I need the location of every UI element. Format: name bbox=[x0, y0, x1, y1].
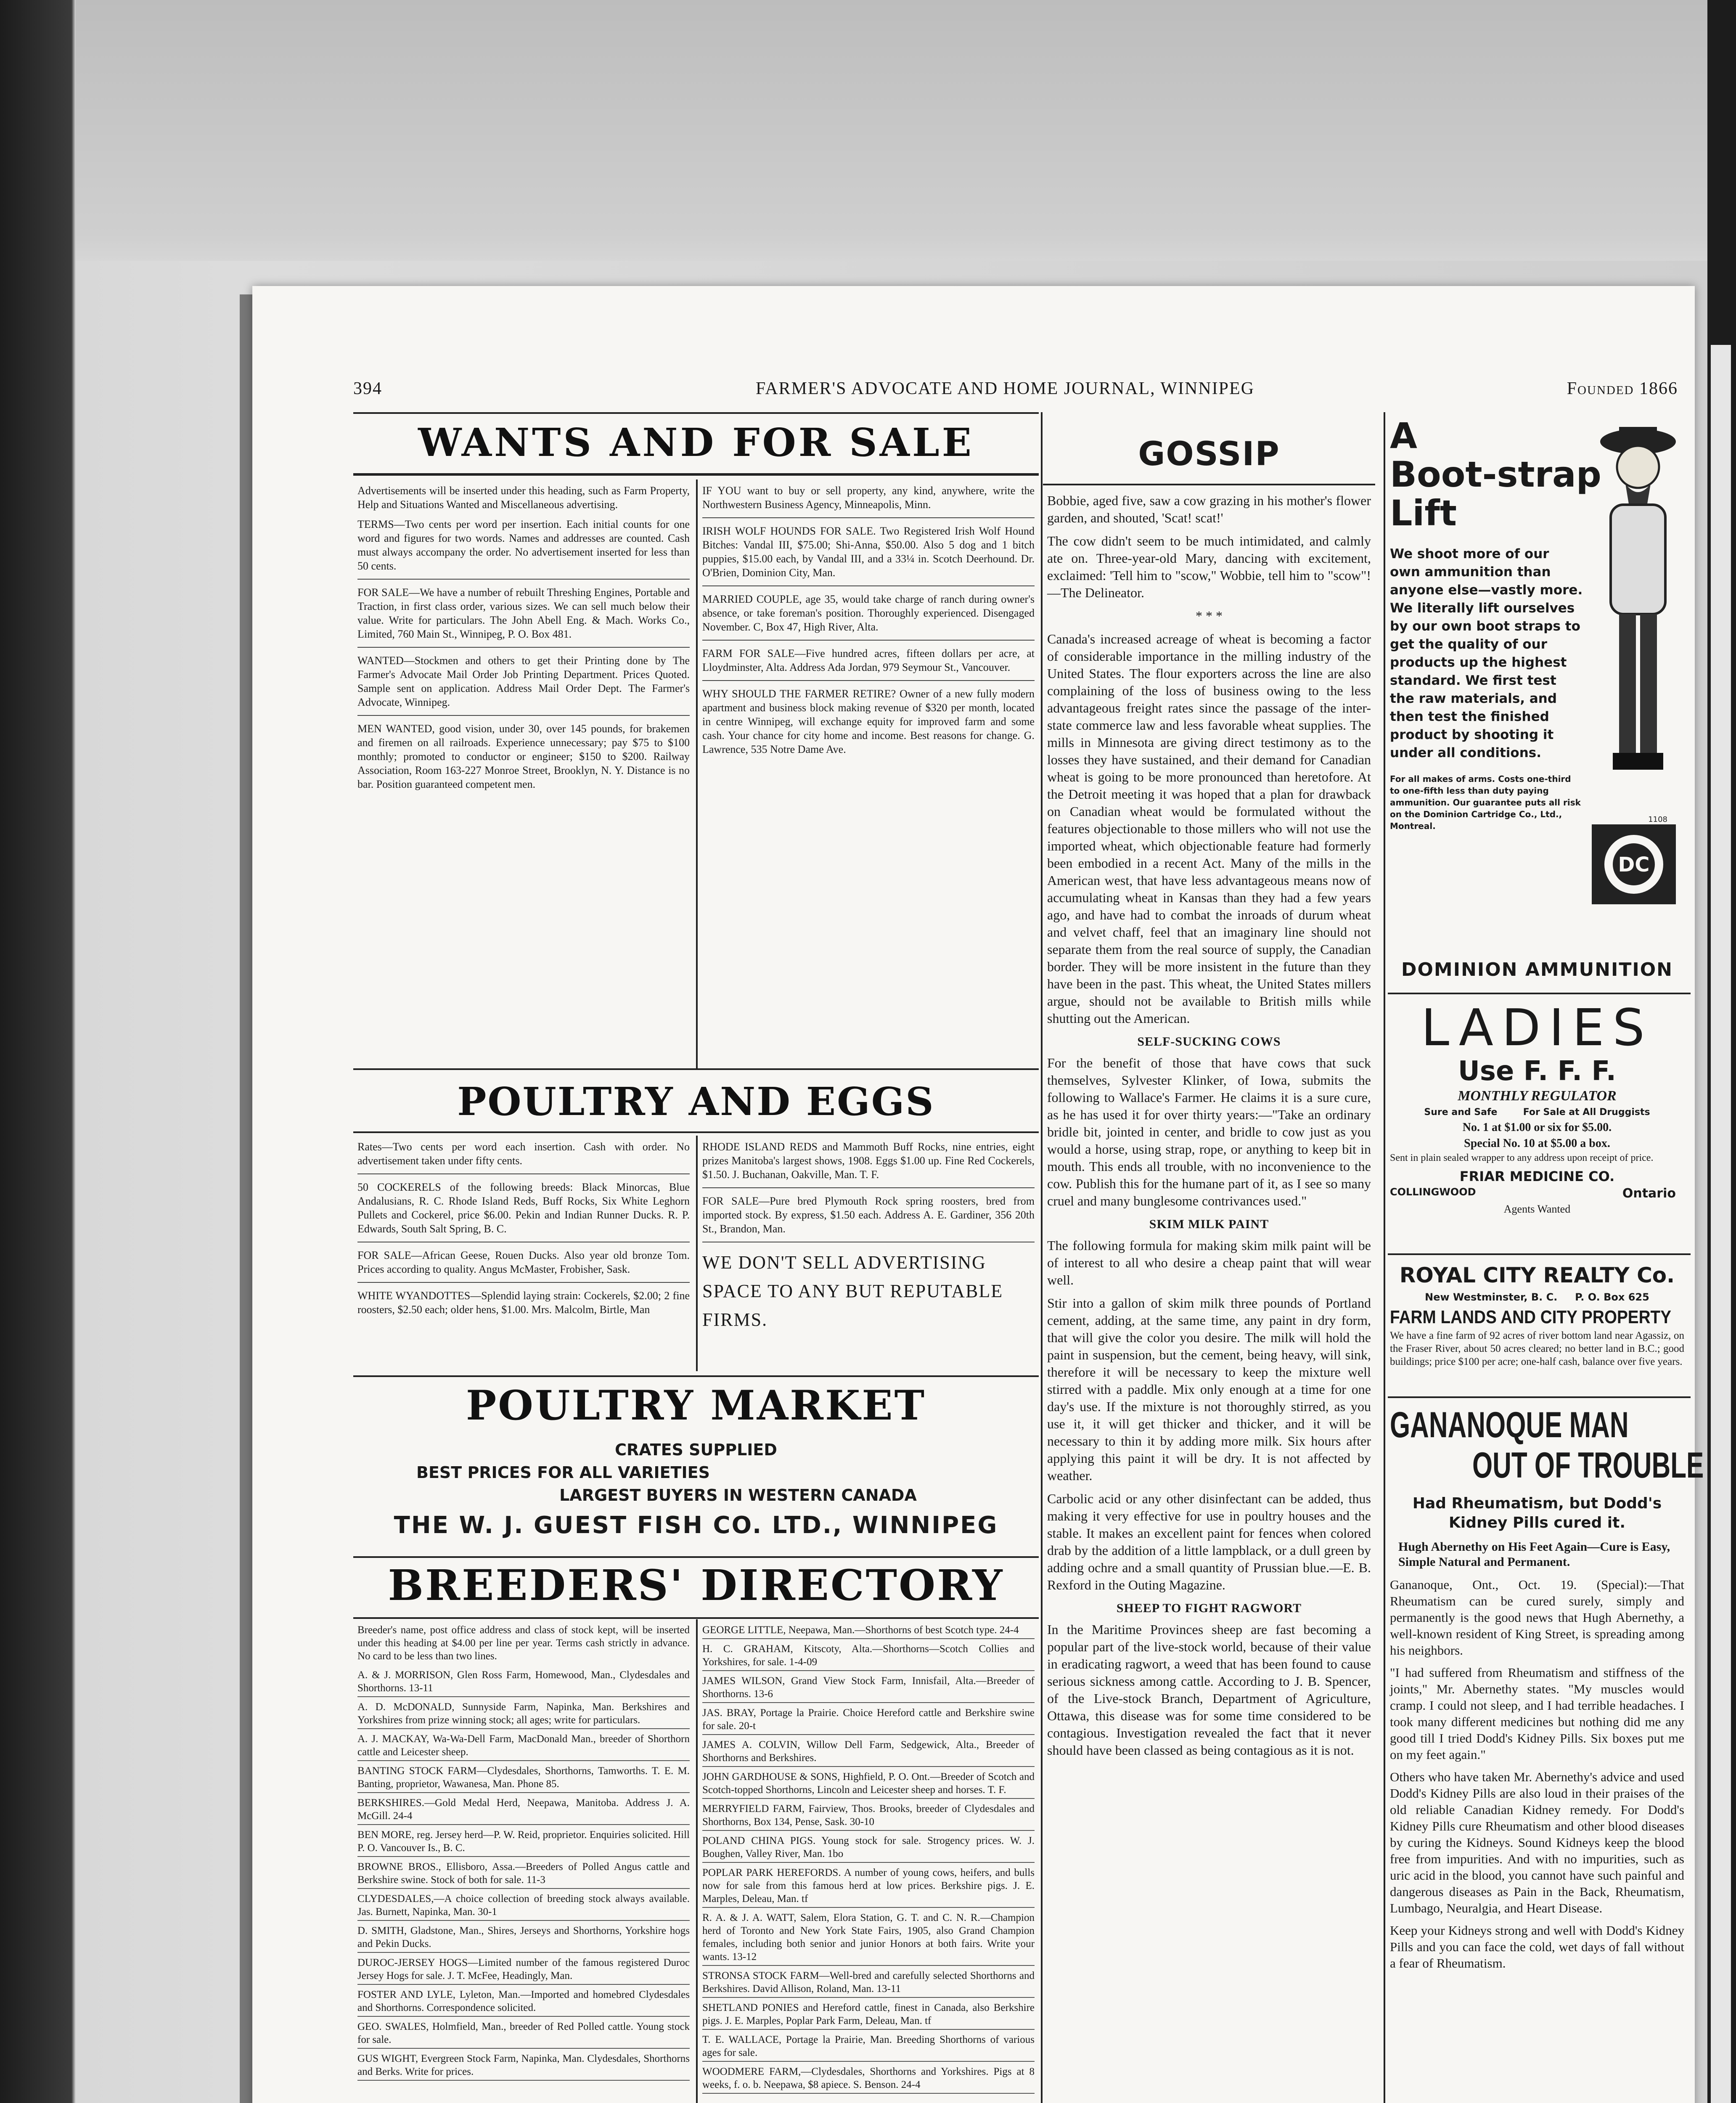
breeder-listing: STRONSA STOCK FARM—Well-bred and carefully selected Shorthorns and Berkshires. David Allison, Roland, Man. 13-11 bbox=[702, 1969, 1035, 1998]
market-line: CRATES SUPPLIED bbox=[615, 1441, 777, 1459]
poultry-ad: WHITE WYANDOTTES—Splendid laying strain: Cockerels, $2.00; 2 fine roosters, $2.50 each; older hens, $1.00. Mrs. Malcolm, Birtle, Man bbox=[357, 1290, 690, 1316]
ladies-ad bbox=[1390, 1001, 1684, 1216]
gossip-paragraph: For the benefit of those that have cows that suck themselves, Sylvester Klinker, of Iowa, submits the following to Wallace's Farmer. He claims it is a sure cure, as he has used it for over thirty years:—"Take an ordinary bridle bit, jointed in center, and bridle to cow just as you would a horse, using strap, rope, or anything to keep bit in mouth. This ends all trouble, with no inconvenience to the cow. Publish this for the humane part of it, as I see so many cruel and many bunglesome contrivances used." bbox=[1047, 1055, 1371, 1208]
breeder-listing: BEN MORE, reg. Jersey herd—P. W. Reid, proprietor. Enquiries solicited. Hill P. O. Vancouver Is., B. C. bbox=[357, 1828, 690, 1857]
breeders-right-column bbox=[702, 1624, 1035, 2097]
breeder-listing: GEORGE LITTLE, Neepawa, Man.—Shorthorns of best Scotch type. 24-4 bbox=[702, 1624, 1035, 1639]
publication-title: FARMER'S ADVOCATE AND HOME JOURNAL, WINNIPEG bbox=[755, 379, 1255, 398]
cartridge-label: DC bbox=[1618, 853, 1650, 877]
wants-right-column bbox=[702, 484, 1035, 762]
breeder-listing: SHETLAND PONIES and Hereford cattle, finest in Canada, also Berkshire pigs. J. E. Marples, Poplar Park Farm, Deleau, Man. tf bbox=[702, 2001, 1035, 2030]
poultry-ad: FOR SALE—Pure bred Plymouth Rock spring roosters, bred from imported stock. By express, $1.50 each. Address A. E. Gardiner, 356 20th St., Brandon, Man. bbox=[702, 1195, 1035, 1235]
friar-town: COLLINGWOOD bbox=[1390, 1186, 1476, 1198]
column-rule bbox=[696, 479, 698, 1068]
rule bbox=[1388, 1253, 1691, 1255]
gananoque-subhead: Had Rheumatism, but Dodd's Kidney Pills cured it. bbox=[1412, 1495, 1662, 1531]
breeder-listing: A. J. MACKAY, Wa-Wa-Dell Farm, MacDonald Man., breeder of Shorthorn cattle and Leicester sheep. bbox=[357, 1732, 690, 1761]
gossip-paragraph: The following formula for making skim milk paint will be of interest to all who desire a cheap paint that will wear well. bbox=[1047, 1238, 1371, 1287]
gossip-paragraph: Carbolic acid or any other disinfectant can be added, thus making it very effective for use in poultry houses and the stable. It makes an excellent paint for fences when colored drab by the addition of a little lampblack, or a dull green by adding ochre and a small quantity of Prussian blue.—E. B. Rexford in the Outing Magazine. bbox=[1047, 1491, 1371, 1592]
breeder-listing: JOHN GARDHOUSE & SONS, Highfield, P. O. Ont.—Breeder of Scotch and Scotch-topped Shorthorns, Lincoln and Leicester sheep and horses. T. F. bbox=[702, 1770, 1035, 1799]
gossip-paragraph: In the Maritime Provinces sheep are fast becoming a popular part of the live-stock world, because of their value in eradicating ragwort, a weed that has been found to cause serious sickness among cattle. According to J. B. Spencer, of the Live-stock Branch, Department of Agriculture, Ottawa, this disease was for some time considered to be contagious. Investigation revealed the fact that it never should have been classed as being contagious as it is not. bbox=[1047, 1622, 1371, 1758]
breeder-listing: FOSTER AND LYLE, Lyleton, Man.—Imported and homebred Clydesdales and Shorthorns. Correspondence solicited. bbox=[357, 1988, 690, 2017]
gossip-column bbox=[1047, 492, 1371, 1765]
breeder-listing: BERKSHIRES.—Gold Medal Herd, Neepawa, Manitoba. Address J. A. McGill. 24-4 bbox=[357, 1796, 690, 1825]
column-rule bbox=[696, 1619, 698, 2103]
poultry-ad: FOR SALE—African Geese, Rouen Ducks. Also year old bronze Tom. Prices according to quality. Angus McMaster, Frobisher, Sask. bbox=[357, 1249, 690, 1275]
wants-ad: IF YOU want to buy or sell property, any kind, anywhere, write the Northwestern Business Agency, Minneapolis, Minn. bbox=[702, 485, 1035, 511]
gossip-heading: SKIM MILK PAINT bbox=[1149, 1217, 1269, 1231]
breeders-left-column bbox=[357, 1624, 690, 2084]
rule bbox=[353, 1131, 1039, 1133]
boot-strap-fine-print: For all makes of arms. Costs one-third to one-fifth less than duty paying ammunition. Our guarantee puts all risk on the Dominion Cartridge Co., Ltd., Montreal. bbox=[1390, 774, 1581, 831]
rule bbox=[353, 473, 1039, 476]
rule bbox=[1388, 993, 1691, 994]
rule bbox=[1388, 1396, 1691, 1398]
agents-wanted: Agents Wanted bbox=[1503, 1203, 1571, 1215]
breeder-listing: JAMES A. COLVIN, Willow Dell Farm, Sedgewick, Alta., Breeder of Shorthorns and Berkshires. bbox=[702, 1738, 1035, 1767]
market-ad bbox=[353, 1438, 1039, 1544]
market-company: THE W. J. GUEST FISH CO. LTD., WINNIPEG bbox=[394, 1512, 998, 1539]
breeder-listing: POLAND CHINA PIGS. Young stock for sale. Strogency prices. W. J. Boughen, Valley River, Man. 1bo bbox=[702, 1834, 1035, 1863]
breeder-listing: BANTING STOCK FARM—Clydesdales, Shorthorns, Tamworths. T. E. M. Banting, proprietor, Wawanesa, Man. Phone 85. bbox=[357, 1764, 690, 1793]
rule bbox=[353, 412, 1039, 414]
gossip-title: GOSSIP bbox=[1138, 435, 1280, 473]
gananoque-headline-2: OUT OF TROUBLE bbox=[1472, 1445, 1704, 1486]
breeder-listing: GEO. SWALES, Holmfield, Man., breeder of Red Polled cattle. Young stock for sale. bbox=[357, 2020, 690, 2049]
breeder-listing: T. E. WALLACE, Portage la Prairie, Man. Breeding Shorthorns of various ages for sale. bbox=[702, 2033, 1035, 2062]
royal-city-text: We have a fine farm of 92 acres of river bottom land near Agassiz, on the Fraser River, about 50 acres cleared; no better land in B.C.; good buildings; price $100 per acre; one-half cash, balance over five years. bbox=[1390, 1330, 1684, 1367]
gossip-heading: SELF-SUCKING COWS bbox=[1137, 1035, 1281, 1049]
breeders-title: BREEDERS' DIRECTORY bbox=[388, 1560, 1004, 1610]
breeder-listing: WOODMERE FARM,—Clydesdales, Shorthorns and Yorkshires. Pigs at 8 weeks, f. o. b. Neepawa, $8 apiece. S. Benson. 24-4 bbox=[702, 2065, 1035, 2094]
poultry-left-column bbox=[357, 1140, 690, 1322]
breeder-listing: R. A. & J. A. WATT, Salem, Elora Station, G. T. and C. N. R.—Champion herd of Toronto and New York State Fairs, 1905, also Grand Champion females, including both senior and junior Honors at both fairs. Write your wants. 13-12 bbox=[702, 1911, 1035, 1966]
market-line: BEST PRICES FOR ALL VARIETIES bbox=[416, 1463, 710, 1482]
frontiersman-illustration bbox=[1588, 416, 1684, 820]
wants-ad: WANTED—Stockmen and others to get their Printing done by The Farmer's Advocate Mail Order Job Printing Department. Prices Quoted. Sample sent on application. Address Mail Order Dept. The Farmer's Advocate, Winnipeg. bbox=[357, 654, 690, 708]
royal-city-heading: FARM LANDS AND CITY PROPERTY bbox=[1390, 1307, 1672, 1327]
poultry-title: POULTRY AND EGGS bbox=[457, 1079, 935, 1124]
market-line: LARGEST BUYERS IN WESTERN CANADA bbox=[559, 1486, 917, 1504]
wants-title: WANTS AND FOR SALE bbox=[418, 420, 974, 465]
breeder-listing: JAMES WILSON, Grand View Stock Farm, Innisfail, Alta.—Breeder of Shorthorns. 13-6 bbox=[702, 1674, 1035, 1703]
gananoque-paragraph: Others who have taken Mr. Abernethy's advice and used Dodd's Kidney Pills are also loud in their praises of the old reliable Canadian Kidney remedy. For Dodd's Kidney Pills cure Rheumatism and other blood diseases by curing the Kidneys. Sound Kidneys keep the blood free from impurities. And with no impurities, such as uric acid in the blood, you cannot have such painful and dangerous diseases as Pain in the Back, Rheumatism, Lumbago, Neuralgia, and Heart Disease. bbox=[1390, 1769, 1684, 1915]
page-number: 394 bbox=[353, 379, 382, 398]
wants-left-column bbox=[357, 484, 690, 797]
column-rule bbox=[1041, 412, 1043, 2103]
column-rule bbox=[1384, 412, 1385, 2103]
royal-city-ad bbox=[1390, 1262, 1684, 1368]
gossip-paragraph: Canada's increased acreage of wheat is becoming a factor of considerable importance in the milling industry of the United States. The flour exporters across the line are also complaining of the loss of business owing to the less advantageous freight rates since the passage of the inter-state commerce law and less favorable wheat supplies. The mills in Minnesota are giving direct testimony as to the losses they have sustained, and their demand for Canadian wheat is going to be more pronounced than heretofore. At the Detroit meeting it was hoped that a plan for drawback on Canadian wheat would be formulated without the features objectionable to those millers who will not use the imported wheat, which objectionable feature had formerly been embodied in a recent Act. Many of the mills in the American west, that have less advantageous means now of accumulating wheat in Kansas than they had a few years ago, and have had to combat the inroads of durum wheat and velvet chaff, feel that an imaginary line should not separate them from the real source of supply, the Canadian border. They will be more insistent in the future than they have been in the past. This wheat, the United States millers argue, should not be available to British mills while shutting out the American. bbox=[1047, 631, 1371, 1026]
royal-city-address: New Westminster, B. C. P. O. Box 625 bbox=[1425, 1291, 1649, 1303]
gananoque-headline: GANANOQUE MAN bbox=[1390, 1405, 1629, 1445]
page-header bbox=[353, 370, 1678, 404]
royal-city-title: ROYAL CITY REALTY Co. bbox=[1399, 1263, 1675, 1287]
cartridge-number: 1108 bbox=[1648, 816, 1667, 824]
breeders-left-list bbox=[357, 1669, 690, 2081]
rule bbox=[353, 1375, 1039, 1377]
gossip-paragraph: Stir into a gallon of skim milk three pounds of Portland cement, adding, at the same time, any paint in dry form, that will give the color you desire. The milk will hold the paint in suspension, but the cement, being heavy, will sink, therefore it will be necessary to keep the mixture well stirred with a paddle. Mix only enough at a time for one day's use. If the mixture is not thoroughly stirred, as you use it, it will get thicker and thicker, and it will be necessary to thin it by adding more milk. Six hours after applying this paint it will be dry. It is not affected by weather. bbox=[1047, 1295, 1371, 1483]
rule bbox=[353, 1068, 1039, 1070]
wants-terms: TERMS—Two cents per word per insertion. Each initial counts for one word and figures for two words. Names and addresses are counted. Cash must always accompany the order. No advertisement inserted for less than 50 cents. bbox=[357, 518, 690, 572]
breeder-listing: H. C. GRAHAM, Kitscoty, Alta.—Shorthorns—Scotch Collies and Yorkshires, for sale. 1-4-09 bbox=[702, 1642, 1035, 1671]
gossip-paragraph: Bobbie, aged five, saw a cow grazing in his mother's flower garden, and shouted, 'Scat! scat!' bbox=[1047, 493, 1371, 525]
breeder-listing: MERRYFIELD FARM, Fairview, Thos. Brooks, breeder of Clydesdales and Shorthorns, Box 134, Pense, Sask. 30-10 bbox=[702, 1802, 1035, 1831]
ladies-safe-line: Sure and Safe For Sale at All Druggists bbox=[1424, 1107, 1650, 1118]
gossip-heading: SHEEP TO FIGHT RAGWORT bbox=[1116, 1601, 1302, 1615]
breeder-listing: A. & J. MORRISON, Glen Ross Farm, Homewood, Man., Clydesdales and Shorthorns. 13-11 bbox=[357, 1669, 690, 1697]
gananoque-paragraph: Gananoque, Ont., Oct. 19. (Special):—That Rheumatism can be cured surely, simply and permanently is the good news that Hugh Abernethy, a well-known resident of King Street, is spreading among his neighbors. bbox=[1390, 1577, 1684, 1658]
rule bbox=[1043, 484, 1375, 485]
wants-ad: IRISH WOLF HOUNDS FOR SALE. Two Registered Irish Wolf Hound Bitches: Vandal III, $75.00; Shi-Anna, $50.00. Also 5 dog and 1 bitch puppies, $15.00 each, by Vandal III, and a 33¼ in. Scotch Deerhound. Dr. O'Brien, Dominion City, Man. bbox=[702, 525, 1035, 579]
advertising-notice: WE DON'T SELL ADVERTISING SPACE TO ANY BUT REPUTABLE FIRMS. bbox=[702, 1252, 1003, 1330]
breeder-listing: D. SMITH, Gladstone, Man., Shires, Jerseys and Shorthorns, Yorkshire hogs and Pekin Ducks. bbox=[357, 1924, 690, 1953]
wants-intro: Advertisements will be inserted under this heading, such as Farm Property, Help and Situations Wanted and Miscellaneous advertising. bbox=[357, 485, 690, 511]
founded-note: Founded 1866 bbox=[1567, 379, 1678, 398]
cartridge-box-illustration bbox=[1583, 816, 1684, 908]
dominion-ammunition: DOMINION AMMUNITION bbox=[1401, 959, 1673, 980]
wants-ad: FOR SALE—We have a number of rebuilt Threshing Engines, Portable and Traction, in first class order, various sizes. We can sell much below their value. Write for particulars. The John Abell Eng. & Mach. Works Co., Limited, 760 Main St., Winnipeg, P. O. Box 481. bbox=[357, 586, 690, 640]
rule bbox=[353, 1617, 1039, 1619]
poultry-ad: 50 COCKERELS of the following breeds: Black Minorcas, Blue Andalusians, R. C. Rhode Island Reds, Buff Rocks, Six White Leghorn Pullets and Cockerel, price $6.00. Pekin and Indian Runner Ducks. R. P. Edwards, South Salt Spring, B. C. bbox=[357, 1181, 690, 1235]
breeder-listing: POPLAR PARK HEREFORDS. A number of young cows, heifers, and bulls now for sale from this famous herd at low prices. Berkshire pigs. J. E. Marples, Deleau, Man. tf bbox=[702, 1866, 1035, 1908]
section-stars: * * * bbox=[1196, 608, 1223, 623]
poultry-rates: Rates—Two cents per word each insertion. Cash with order. No advertisement taken under fifty cents. bbox=[357, 1141, 690, 1167]
next-page-edge bbox=[1707, 0, 1736, 2103]
scan-top-shadow bbox=[76, 0, 1716, 261]
column-rule bbox=[696, 1136, 698, 1371]
market-title: POULTRY MARKET bbox=[466, 1382, 926, 1429]
gananoque-paragraph: Keep your Kidneys strong and well with Dodd's Kidney Pills and you can face the cold, wet days of fall without a fear of Rheumatism. bbox=[1390, 1923, 1684, 1971]
ladies-shipping: Sent in plain sealed wrapper to any address upon receipt of price. bbox=[1390, 1152, 1654, 1163]
boot-strap-ad bbox=[1390, 416, 1684, 993]
wants-ad: FARM FOR SALE—Five hundred acres, fifteen dollars per acre, at Lloydminster, Alta. Address Ada Jordan, 979 Seymour St., Vancouver. bbox=[702, 647, 1035, 673]
page-left-edge bbox=[240, 294, 252, 2103]
poultry-ad: RHODE ISLAND REDS and Mammoth Buff Rocks, nine entries, eight prizes Manitoba's largest shows, 1908. Eggs $1.00 up. Fine Red Cockerels, $1.50. J. Buchanan, Oakville, Man. T. F. bbox=[702, 1141, 1035, 1181]
gossip-paragraph: The cow didn't seem to be much intimidated, and calmly ate on. Three-year-old Mary, dancing with excitement, exclaimed: 'Tell him to "scow," Wobbie, tell him to "scow"!—The Delineator. bbox=[1047, 533, 1371, 600]
rule bbox=[353, 1556, 1039, 1558]
wants-ad: MEN WANTED, good vision, under 30, over 145 pounds, for brakemen and firemen on all railroads. Experience unnecessary; pay $75 to $100 monthly; promoted to conductor or engineer; $150 to $200. Railway Association, Room 163-227 Monroe Street, Brooklyn, N. Y. Distance is no bar. Position guaranteed competent men. bbox=[357, 723, 690, 790]
ladies-product: Use F. F. F. bbox=[1458, 1056, 1617, 1087]
ladies-price-1: No. 1 at $1.00 or six for $5.00. bbox=[1462, 1121, 1612, 1134]
ladies-regulator: MONTHLY REGULATOR bbox=[1458, 1088, 1617, 1104]
boot-strap-title: A Boot-strap Lift bbox=[1390, 415, 1601, 534]
breeder-listing: CLYDESDALES,—A choice collection of breeding stock always available. Jas. Burnett, Napinka, Man. 30-1 bbox=[357, 1892, 690, 1921]
breeder-listing: GUS WIGHT, Evergreen Stock Farm, Napinka, Man. Clydesdales, Shorthorns and Berks. Write for prices. bbox=[357, 2052, 690, 2081]
ladies-title: LADIES bbox=[1421, 999, 1653, 1057]
breeder-listing: BROWNE BROS., Ellisboro, Assa.—Breeders of Polled Angus cattle and Berkshire swine. Stock of both for sale. 11-3 bbox=[357, 1860, 690, 1889]
gananoque-paragraph: "I had suffered from Rheumatism and stiffness of the joints," Mr. Abernethy states. "My muscles would cramp. I could not sleep, and I had terrible headaches. I took many different medicines but nothing did me any good till I tried Dodd's Kidney Pills. Six boxes put me on my feet again." bbox=[1390, 1665, 1684, 1762]
wants-ad: MARRIED COUPLE, age 35, would take charge of ranch during owner's absence, or take foreman's position. Thoroughly experienced. Disengaged November. C, Box 47, High River, Alta. bbox=[702, 593, 1035, 633]
gananoque-article bbox=[1390, 1405, 1704, 1977]
gananoque-deck: Hugh Abernethy on His Feet Again—Cure is Easy, Simple Natural and Permanent. bbox=[1398, 1540, 1670, 1569]
breeders-right-list bbox=[702, 1624, 1035, 2094]
breeders-intro: Breeder's name, post office address and class of stock kept, will be inserted under this heading at $4.00 per line per year. Terms cash strictly in advance. No card to be less than two lines. bbox=[357, 1624, 690, 1662]
friar-company: FRIAR MEDICINE CO. bbox=[1459, 1168, 1615, 1184]
breeder-listing: DUROC-JERSEY HOGS—Limited number of the famous registered Duroc Jersey Hogs for sale. J. T. McFee, Headingly, Man. bbox=[357, 1956, 690, 1985]
poultry-right-column bbox=[702, 1140, 1035, 1340]
friar-province: Ontario bbox=[1622, 1186, 1676, 1201]
breeder-listing: A. D. McDONALD, Sunnyside Farm, Napinka, Man. Berkshires and Yorkshires from prize winning stock; all ages; write for particulars. bbox=[357, 1700, 690, 1729]
breeder-listing: JAS. BRAY, Portage la Prairie. Choice Hereford cattle and Berkshire swine for sale. 20-t bbox=[702, 1706, 1035, 1735]
wants-ad: WHY SHOULD THE FARMER RETIRE? Owner of a new fully modern apartment and business block making revenue of $320 per month, located in centre Winnipeg, will exchange equity for improved farm and some cash. Your chance for city home and income. Best reasons for change. G. Lawrence, 535 Notre Dame Ave. bbox=[702, 688, 1035, 755]
boot-strap-text: We shoot more of our own ammunition than anyone else—vastly more. We literally lift ourselves by our own boot straps to get the quality of our products up the highest standard. We first test the raw materials, and then test the finished product by shooting it under all conditions. bbox=[1390, 546, 1583, 760]
ladies-price-10: Special No. 10 at $5.00 a box. bbox=[1464, 1137, 1610, 1150]
newspaper-page bbox=[252, 286, 1704, 2103]
